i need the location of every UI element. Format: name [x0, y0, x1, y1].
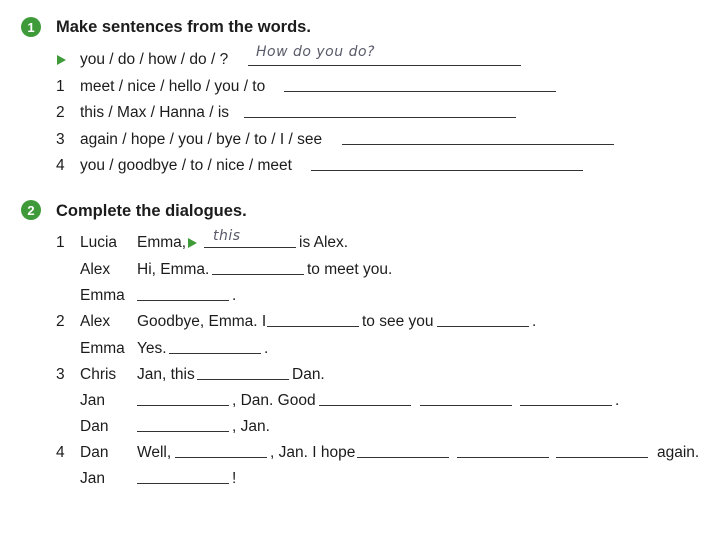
dialogue-answer-line[interactable] [197, 379, 289, 380]
dialogue-speaker: Jan [80, 470, 105, 487]
dialogue-answer-line[interactable] [267, 326, 359, 327]
ex1-item-2-answer-line[interactable] [244, 117, 516, 118]
ex1-item-1-number: 1 [56, 78, 65, 95]
dialogue-text: ! [232, 470, 237, 487]
dialogue-text: Emma, [137, 234, 187, 251]
dialogue-text: Jan, this [137, 366, 195, 383]
dialogue-1-number: 1 [56, 234, 65, 251]
dialogue-3-number: 3 [56, 366, 65, 383]
dialogue-1-example-answer: this [213, 228, 241, 244]
dialogue-text: . [532, 313, 537, 330]
dialogue-answer-line[interactable] [137, 431, 229, 432]
dialogue-answer-line[interactable] [457, 457, 549, 458]
dialogue-text: , Jan. I hope [270, 444, 356, 461]
dialogue-1-example-line [204, 247, 296, 248]
ex1-item-1-prompt: meet / nice / hello / you / to [80, 78, 266, 95]
dialogue-text: Hi, Emma. [137, 261, 210, 278]
dialogue-answer-line[interactable] [357, 457, 449, 458]
dialogue-speaker: Chris [80, 366, 117, 383]
example-arrow-icon [188, 238, 197, 248]
dialogue-4-number: 4 [56, 444, 65, 461]
dialogue-text: . [615, 392, 620, 409]
dialogue-speaker: Lucia [80, 234, 118, 251]
dialogue-answer-line[interactable] [319, 405, 411, 406]
exercise-2-title: Complete the dialogues. [56, 202, 247, 220]
dialogue-text: , Jan. [232, 418, 270, 435]
example-answer-line [248, 65, 521, 66]
dialogue-answer-line[interactable] [169, 353, 261, 354]
ex1-item-3-prompt: again / hope / you / bye / to / I / see [80, 131, 323, 148]
dialogue-text: to see you [362, 313, 434, 330]
example-answer: How do you do? [256, 44, 375, 60]
dialogue-text: is Alex. [299, 234, 349, 251]
dialogue-text: . [264, 340, 269, 357]
exercise-2-number-badge: 2 [21, 200, 41, 220]
dialogue-text: Well, [137, 444, 172, 461]
dialogue-answer-line[interactable] [137, 300, 229, 301]
dialogue-text: , Dan. Good [232, 392, 316, 409]
dialogue-answer-line[interactable] [520, 405, 612, 406]
dialogue-answer-line[interactable] [137, 483, 229, 484]
dialogue-text: Dan. [292, 366, 325, 383]
exercise-1-number-badge: 1 [21, 17, 41, 37]
dialogue-answer-line[interactable] [137, 405, 229, 406]
dialogue-speaker: Jan [80, 392, 105, 409]
exercise-1-title: Make sentences from the words. [56, 18, 311, 36]
ex1-item-4-prompt: you / goodbye / to / nice / meet [80, 157, 292, 174]
dialogue-text: again. [657, 444, 700, 461]
ex1-item-4-number: 4 [56, 157, 65, 174]
ex1-item-3-number: 3 [56, 131, 65, 148]
dialogue-speaker: Alex [80, 313, 111, 330]
dialogue-speaker: Emma [80, 287, 125, 304]
dialogue-text: Goodbye, Emma. I [137, 313, 267, 330]
example-arrow-icon [57, 55, 66, 65]
dialogue-answer-line[interactable] [212, 274, 304, 275]
ex1-item-3-answer-line[interactable] [342, 144, 614, 145]
example-prompt: you / do / how / do / ? [80, 51, 229, 68]
ex1-item-1-answer-line[interactable] [284, 91, 556, 92]
dialogue-2-number: 2 [56, 313, 65, 330]
ex1-item-2-number: 2 [56, 104, 65, 121]
dialogue-answer-line[interactable] [175, 457, 267, 458]
dialogue-answer-line[interactable] [556, 457, 648, 458]
ex1-item-4-answer-line[interactable] [311, 170, 583, 171]
ex1-item-2-prompt: this / Max / Hanna / is [80, 104, 230, 121]
dialogue-speaker: Dan [80, 444, 109, 461]
dialogue-speaker: Dan [80, 418, 109, 435]
dialogue-speaker: Emma [80, 340, 125, 357]
dialogue-text: to meet you. [307, 261, 393, 278]
dialogue-speaker: Alex [80, 261, 111, 278]
dialogue-answer-line[interactable] [420, 405, 512, 406]
dialogue-answer-line[interactable] [437, 326, 529, 327]
dialogue-text: Yes. [137, 340, 167, 357]
dialogue-text: . [232, 287, 237, 304]
